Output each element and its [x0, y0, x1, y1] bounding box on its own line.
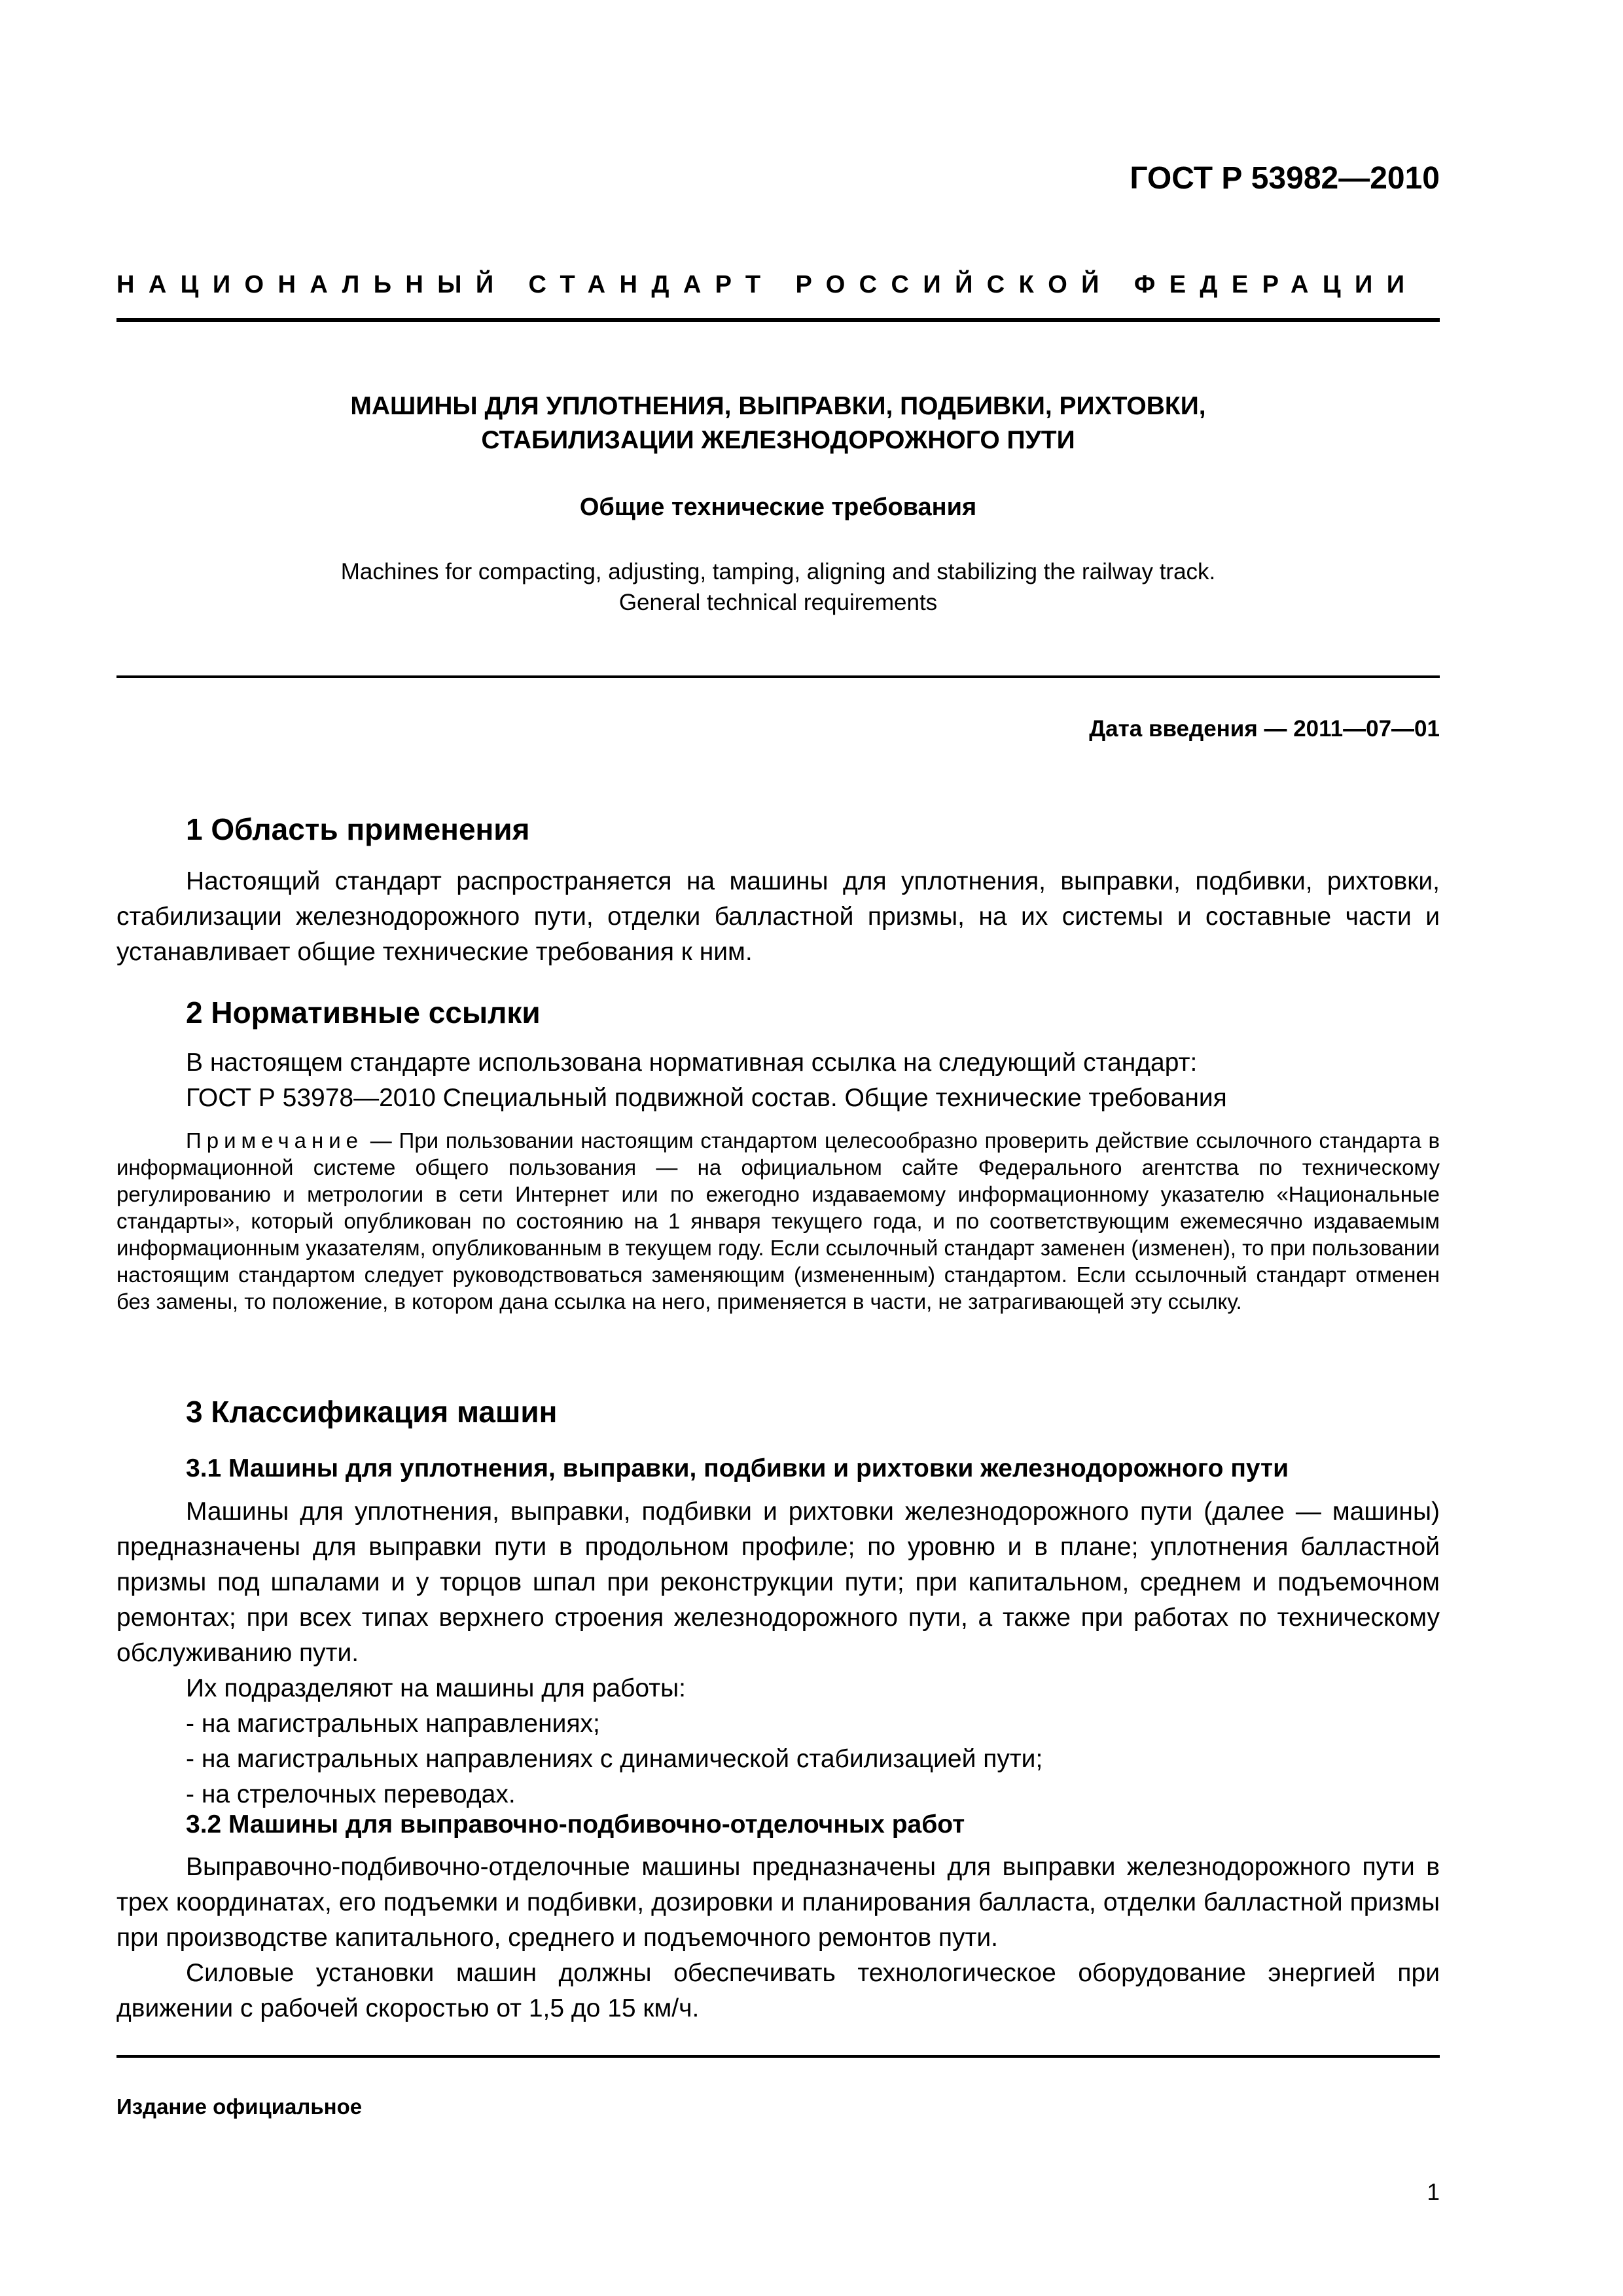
subsection-3-2-heading: 3.2 Машины для выправочно-подбивочно-отделочных работ [186, 1810, 965, 1839]
official-edition-label: Издание официальное [116, 2094, 363, 2119]
subsection-3-1-heading: 3.1 Машины для уплотнения, выправки, подбивки и рихтовки железнодорожного пути [186, 1454, 1289, 1482]
title-ru-line-1: МАШИНЫ ДЛЯ УПЛОТНЕНИЯ, ВЫПРАВКИ, ПОДБИВКИ, РИХТОВКИ, [350, 392, 1206, 420]
subsection-3-2-text-2: Силовые установки машин должны обеспечивать технологическое оборудование энергией при движении с рабочей скоростью от 1,5 до 15 км/ч. [116, 1959, 1440, 2022]
title-en-line-2: General technical requirements [618, 590, 938, 615]
document-title-ru [116, 389, 1440, 457]
subsection-3-1-text: Машины для уплотнения, выправки, подбивки и рихтовки железнодорожного пути (далее — машины) предназначены для выправки пути в продольном профиле; по уровню и в плане; уплотнения балластной призмы под шпалами и у торцов шпал при реконструкции пути; при капитальном, среднем и подъемочном ремонтах; при всех типах верхнего строения железнодорожного пути, а также при работах по техническому обслуживанию пути. [116, 1498, 1440, 1667]
section-1-heading: 1 Область применения [186, 812, 530, 846]
document-code: ГОСТ Р 53982—2010 [1130, 161, 1440, 196]
normative-reference: ГОСТ Р 53978—2010 Специальный подвижной состав. Общие технические требования [186, 1084, 1227, 1112]
page-number: 1 [1427, 2179, 1440, 2205]
list-item: - на магистральных направлениях с динамической стабилизацией пути; [186, 1745, 1043, 1773]
list-item: - на стрелочных переводах. [186, 1780, 516, 1808]
title-en-line-1: Machines for compacting, adjusting, tamping, aligning and stabilizing the railway track. [340, 559, 1216, 584]
subsection-3-2-text-1: Выправочно-подбивочно-отделочные машины предназначены для выправки железнодорожного пути в трех координатах, его подъемки и подбивки, дозировки и планирования балласта, отделки балластной призмы при производстве капитального, среднего и подъемочного ремонтов пути. [116, 1853, 1440, 1952]
header-divider [116, 318, 1440, 322]
section-2-intro: В настоящем стандарте использована нормативная ссылка на следующий стандарт: [186, 1049, 1198, 1077]
note-label: Примечание [186, 1128, 364, 1153]
document-title-en [116, 556, 1440, 618]
section-2-heading: 2 Нормативные ссылки [186, 996, 541, 1030]
title-divider [116, 675, 1440, 678]
document-page [116, 0, 1440, 2296]
note-text: — При пользовании настоящим стандартом целесообразно проверить действие ссылочного стандарта в информационной системе общего пользования — на официальном сайте Федерального агентства по техническому регулированию и метрологии в сети Интернет или по ежегодно издаваемому информационному указателю «Национальные стандарты», который опубликован по состоянию на 1 января текущего года, и по соответствующим ежемесячно издаваемым информационным указателям, опубликованным в текущем году. Если ссылочный стандарт заменен (изменен), то при пользовании настоящим стандартом следует руководствоваться заменяющим (измененным) стандартом. Если ссылочный стандарт отменен без замены, то положение, в котором дана ссылка на него, применяется в части, не затрагивающей эту ссылку. [116, 1128, 1440, 1314]
list-item: - на магистральных направлениях; [186, 1710, 600, 1738]
subsection-3-1-list-intro: Их подразделяют на машины для работы: [186, 1674, 686, 1702]
national-standard-banner: НАЦИОНАЛЬНЫЙ СТАНДАРТ РОССИЙСКОЙ ФЕДЕРАЦИИ [116, 271, 1419, 298]
section-2-note [116, 1127, 1440, 1315]
introduction-date: Дата введения — 2011—07—01 [1089, 716, 1440, 742]
footer-divider [116, 2055, 1440, 2058]
document-subtitle-ru: Общие технические требования [579, 493, 977, 521]
section-1-text: Настоящий стандарт распространяется на машины для уплотнения, выправки, подбивки, рихтовки, стабилизации железнодорожного пути, отделки балластной призмы, на их системы и составные части и устанавливает общие технические требования к ним. [116, 867, 1440, 966]
section-3-heading: 3 Классификация машин [186, 1395, 558, 1429]
title-ru-line-2: СТАБИЛИЗАЦИИ ЖЕЛЕЗНОДОРОЖНОГО ПУТИ [481, 426, 1075, 454]
